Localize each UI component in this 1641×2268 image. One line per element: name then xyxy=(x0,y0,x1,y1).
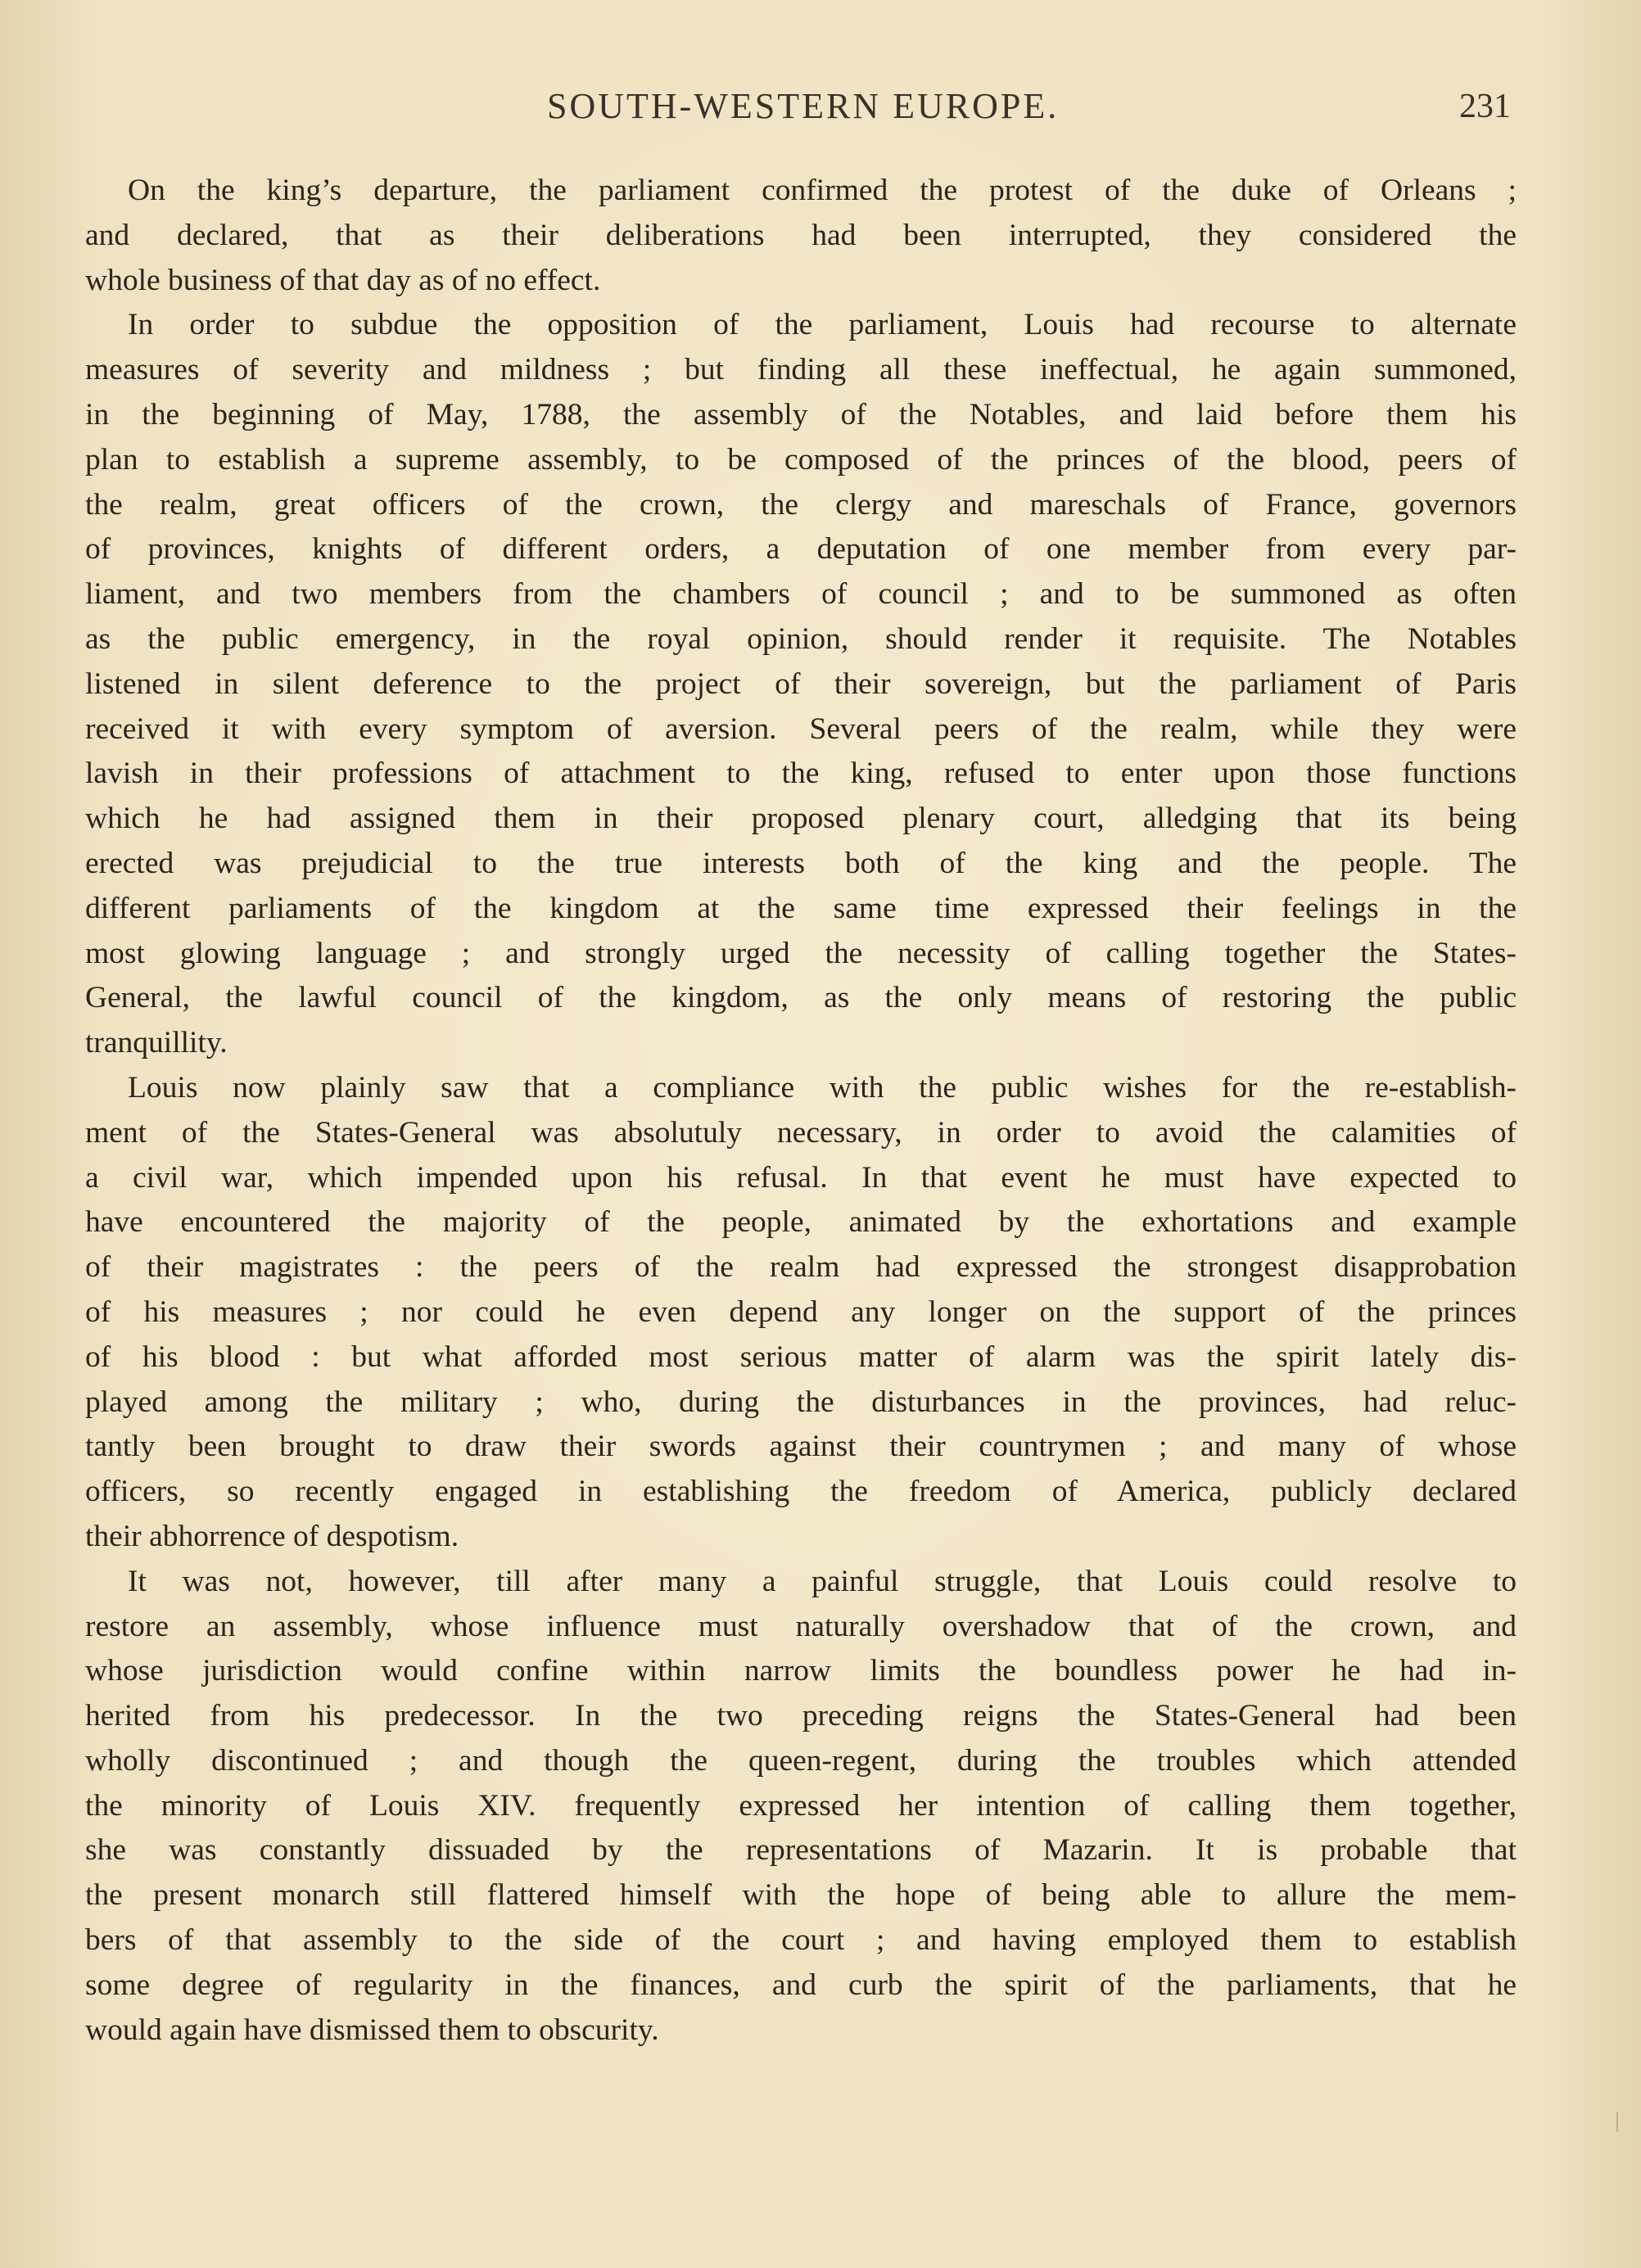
text-line: most glowing language ; and strongly urged the necessity of calling together the States- xyxy=(85,936,1517,970)
text-line: herited from his predecessor. In the two preceding reigns the States-General had been xyxy=(85,1699,1517,1733)
text-line: some degree of regularity in the finances, and curb the spirit of the parliaments, that he xyxy=(85,1968,1517,2002)
text-line: played among the military ; who, during the disturbances in the provinces, had reluc- xyxy=(85,1385,1517,1419)
text-line: whose jurisdiction would confine within narrow limits the boundless power he had in- xyxy=(85,1654,1517,1688)
text-line: Louis now plainly saw that a compliance with the public wishes for the re-establish- xyxy=(128,1070,1517,1105)
text-line: erected was prejudicial to the true interests both of the king and the people. The xyxy=(85,846,1517,880)
text-line: a civil war, which impended upon his refusal. In that event he must have expected to xyxy=(85,1160,1517,1195)
text-line: General, the lawful council of the kingdom, as the only means of restoring the public xyxy=(85,981,1517,1015)
text-line: would again have dismissed them to obscurity. xyxy=(85,2013,659,2047)
text-line: which he had assigned them in their proposed plenary court, alledging that its being xyxy=(85,802,1517,836)
text-line: wholly discontinued ; and though the queen-regent, during the troubles which attended xyxy=(85,1743,1517,1778)
running-title: SOUTH-WESTERN EUROPE. xyxy=(547,86,1060,126)
text-line: whole business of that day as of no effect. xyxy=(85,263,601,297)
text-line: listened in silent deference to the project of their sovereign, but the parliament of Paris xyxy=(85,666,1517,701)
text-line: measures of severity and mildness ; but finding all these ineffectual, he again summoned, xyxy=(85,353,1517,387)
text-line: she was constantly dissuaded by the representations of Mazarin. It is probable that xyxy=(85,1833,1517,1868)
text-line: the realm, great officers of the crown, the clergy and mareschals of France, governors xyxy=(85,487,1517,522)
text-line: their abhorrence of despotism. xyxy=(85,1519,459,1553)
text-line: officers, so recently engaged in establishing the freedom of America, publicly declared xyxy=(85,1475,1517,1509)
text-line: On the king’s departure, the parliament confirmed the protest of the duke of Orleans ; xyxy=(128,174,1517,207)
text-line: bers of that assembly to the side of the court ; and having employed them to establish xyxy=(85,1923,1517,1958)
text-line: as the public emergency, in the royal opinion, should render it requisite. The Notables xyxy=(85,621,1517,656)
text-line: of provinces, knights of different orders, a deputation of one member from every par- xyxy=(85,532,1517,567)
text-line: liament, and two members from the chambers of council ; and to be summoned as often xyxy=(85,577,1517,612)
text-line: restore an assembly, whose influence must naturally overshadow that of the crown, and xyxy=(85,1609,1517,1643)
text-line: received it with every symptom of aversion. Several peers of the realm, while they were xyxy=(85,712,1517,746)
text-line: of their magistrates : the peers of the realm had expressed the strongest disapprobation xyxy=(85,1250,1517,1285)
text-line: It was not, however, till after many a painful struggle, that Louis could resolve to xyxy=(128,1564,1517,1598)
text-line: have encountered the majority of the people, animated by the exhortations and example xyxy=(85,1205,1517,1240)
body-text xyxy=(85,169,1517,2053)
text-line: of his blood : but what afforded most serious matter of alarm was the spirit lately dis- xyxy=(85,1340,1517,1374)
text-line: in the beginning of May, 1788, the assembly of the Notables, and laid before them his xyxy=(85,397,1517,431)
text-line: and declared, that as their deliberations had been interrupted, they considered the xyxy=(85,218,1517,252)
running-head xyxy=(0,85,1641,134)
margin-mark xyxy=(1616,2112,1618,2132)
text-line: different parliaments of the kingdom at the same time expressed their feelings in the xyxy=(85,891,1517,925)
text-line: tantly been brought to draw their swords against their countrymen ; and many of whose xyxy=(85,1430,1517,1464)
text-line: the present monarch still flattered himself with the hope of being able to allure the mem- xyxy=(85,1878,1517,1913)
text-line: plan to establish a supreme assembly, to be composed of the princes of the blood, peers of xyxy=(85,442,1517,477)
page-number: 231 xyxy=(1459,88,1511,125)
text-line: In order to subdue the opposition of the parliament, Louis had recourse to alternate xyxy=(128,308,1517,342)
text-line: ment of the States-General was absolutuly necessary, in order to avoid the calamities of xyxy=(85,1115,1517,1150)
text-line: tranquillity. xyxy=(85,1026,228,1060)
text-line: of his measures ; nor could he even depend any longer on the support of the princes xyxy=(85,1294,1517,1329)
text-line: lavish in their professions of attachment to the king, refused to enter upon those functions xyxy=(85,757,1517,791)
text-line: the minority of Louis XIV. frequently expressed her intention of calling them together, xyxy=(85,1788,1517,1823)
